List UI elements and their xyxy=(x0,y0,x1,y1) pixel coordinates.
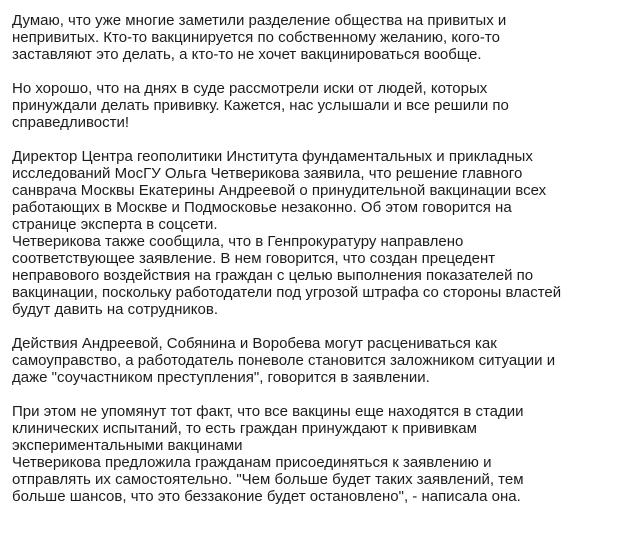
paragraph-director xyxy=(12,148,607,318)
paragraph-court xyxy=(12,80,607,131)
text-line: справедливости! xyxy=(12,114,130,131)
text-line: санврача Москвы Екатерины Андреевой о принудительной вакцинации всех xyxy=(12,182,547,199)
text-line: Но хорошо, что на днях в суде рассмотрели иски от людей, которых xyxy=(12,80,488,97)
text-line: Действия Андреевой, Собянина и Воробева могут расцениваться как xyxy=(12,335,497,352)
text-line: работающих в Москве и Подмосковье незаконно. Об этом говорится на xyxy=(12,199,512,216)
text-line: исследований МосГУ Ольга Четверикова заявила, что решение главного xyxy=(12,165,523,182)
text-line: неправового воздействия на граждан с целью выполнения показателей по xyxy=(12,267,534,284)
text-line: соответствующее заявление. В нем говорится, что создан прецедент xyxy=(12,250,496,267)
paragraph-vaccines xyxy=(12,403,607,505)
paragraph-intro xyxy=(12,12,607,63)
text-line: Четверикова также сообщила, что в Генпрокуратуру направлено xyxy=(12,233,464,250)
text-line: будут давить на сотрудников. xyxy=(12,301,218,318)
text-line: клинических испытаний, то есть граждан принуждают к прививкам xyxy=(12,420,477,437)
text-line: даже "соучастником преступления", говорится в заявлении. xyxy=(12,369,430,386)
text-line: вакцинации, поскольку работодатели под угрозой штрафа со стороны властей xyxy=(12,284,562,301)
text-line: заставляют это делать, а кто-то не хочет вакцинироваться вообще. xyxy=(12,46,482,63)
text-line: При этом не упомянут тот факт, что все вакцины еще находятся в стадии xyxy=(12,403,524,420)
paragraph-actions xyxy=(12,335,607,386)
text-line: отправлять их самостоятельно. "Чем больше будет таких заявлений, тем xyxy=(12,471,524,488)
text-line: Директор Центра геополитики Института фундаментальных и прикладных xyxy=(12,148,533,165)
text-line: непривитых. Кто-то вакцинируется по собственному желанию, кого-то xyxy=(12,29,500,46)
text-line: странице эксперта в соцсети. xyxy=(12,216,218,233)
text-line: принуждали делать прививку. Кажется, нас услышали и все решили по xyxy=(12,97,509,114)
text-line: Четверикова предложила гражданам присоединяться к заявлению и xyxy=(12,454,492,471)
text-line: больше шансов, что это беззаконие будет остановлено", - написала она. xyxy=(12,488,521,505)
text-line: Думаю, что уже многие заметили разделение общества на привитых и xyxy=(12,12,507,29)
text-line: экспериментальными вакцинами xyxy=(12,437,243,454)
text-line: самоуправство, а работодатель поневоле становится заложником ситуации и xyxy=(12,352,556,369)
